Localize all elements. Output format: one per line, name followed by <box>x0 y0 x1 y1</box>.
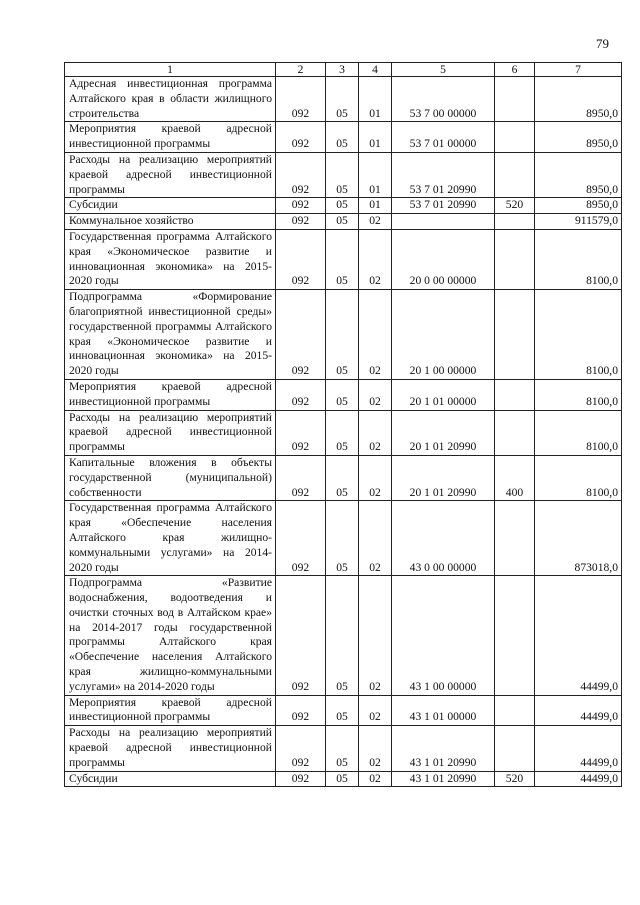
row-amount: 8950,0 <box>535 77 622 122</box>
row-ministry-code: 092 <box>276 214 326 230</box>
row-section-code: 05 <box>326 576 359 695</box>
row-section-code: 05 <box>326 152 359 197</box>
row-amount: 911579,0 <box>535 214 622 230</box>
row-subsection-code: 02 <box>359 726 392 771</box>
row-target-article-code: 53 7 01 20990 <box>392 198 495 214</box>
row-section-code: 05 <box>326 77 359 122</box>
row-name: Расходы на реализацию мероприятий краевой адресной инвестиционной программы <box>65 152 276 197</box>
row-target-article-code: 43 0 00 00000 <box>392 501 495 576</box>
row-expense-type-code <box>495 214 535 230</box>
row-amount: 44499,0 <box>535 695 622 726</box>
row-expense-type-code <box>495 229 535 289</box>
row-expense-type-code <box>495 501 535 576</box>
row-target-article-code: 43 1 01 20990 <box>392 771 495 787</box>
row-section-code: 05 <box>326 410 359 455</box>
header-col-6: 6 <box>495 63 535 77</box>
row-target-article-code: 43 1 01 20990 <box>392 726 495 771</box>
table-row <box>65 198 622 214</box>
row-name: Государственная программа Алтайского края «Экономическое развитие и инновационная экономика» на 2015-2020 годы <box>65 229 276 289</box>
row-subsection-code: 02 <box>359 576 392 695</box>
row-expense-type-code <box>495 77 535 122</box>
row-ministry-code: 092 <box>276 152 326 197</box>
row-section-code: 05 <box>326 771 359 787</box>
page-number: 79 <box>596 36 609 51</box>
row-target-article-code: 43 1 00 00000 <box>392 576 495 695</box>
row-target-article-code: 20 1 01 00000 <box>392 379 495 410</box>
row-target-article-code: 20 1 00 00000 <box>392 290 495 380</box>
row-name: Субсидии <box>65 198 276 214</box>
row-target-article-code: 20 1 01 20990 <box>392 455 495 500</box>
row-expense-type-code: 400 <box>495 455 535 500</box>
row-expense-type-code <box>495 290 535 380</box>
row-ministry-code: 092 <box>276 229 326 289</box>
row-amount: 8950,0 <box>535 198 622 214</box>
row-section-code: 05 <box>326 379 359 410</box>
row-expense-type-code <box>495 695 535 726</box>
row-ministry-code: 092 <box>276 501 326 576</box>
table-row <box>65 771 622 787</box>
row-ministry-code: 092 <box>276 726 326 771</box>
row-subsection-code: 01 <box>359 77 392 122</box>
row-section-code: 05 <box>326 214 359 230</box>
row-target-article-code: 53 7 01 20990 <box>392 152 495 197</box>
row-subsection-code: 02 <box>359 379 392 410</box>
budget-table <box>64 62 622 787</box>
row-target-article-code <box>392 214 495 230</box>
row-expense-type-code <box>495 410 535 455</box>
row-amount: 8100,0 <box>535 455 622 500</box>
header-row <box>65 63 622 77</box>
table-row <box>65 122 622 153</box>
row-amount: 8100,0 <box>535 229 622 289</box>
row-subsection-code: 01 <box>359 152 392 197</box>
row-amount: 44499,0 <box>535 726 622 771</box>
row-amount: 8100,0 <box>535 290 622 380</box>
row-name: Субсидии <box>65 771 276 787</box>
table-row <box>65 501 622 576</box>
row-amount: 8100,0 <box>535 379 622 410</box>
row-ministry-code: 092 <box>276 576 326 695</box>
row-amount: 8950,0 <box>535 122 622 153</box>
row-name: Мероприятия краевой адресной инвестиционной программы <box>65 122 276 153</box>
header-col-1: 1 <box>65 63 276 77</box>
table-row <box>65 726 622 771</box>
table-row <box>65 77 622 122</box>
row-ministry-code: 092 <box>276 410 326 455</box>
row-amount: 873018,0 <box>535 501 622 576</box>
table-row <box>65 229 622 289</box>
row-expense-type-code: 520 <box>495 198 535 214</box>
row-subsection-code: 02 <box>359 695 392 726</box>
row-section-code: 05 <box>326 290 359 380</box>
row-name: Коммунальное хозяйство <box>65 214 276 230</box>
row-section-code: 05 <box>326 695 359 726</box>
table-row <box>65 455 622 500</box>
row-subsection-code: 02 <box>359 410 392 455</box>
table-row <box>65 695 622 726</box>
row-name: Расходы на реализацию мероприятий краевой адресной инвестиционной программы <box>65 410 276 455</box>
row-name: Расходы на реализацию мероприятий краевой адресной инвестиционной программы <box>65 726 276 771</box>
table-row <box>65 410 622 455</box>
row-expense-type-code <box>495 726 535 771</box>
row-expense-type-code <box>495 379 535 410</box>
row-subsection-code: 02 <box>359 455 392 500</box>
header-col-4: 4 <box>359 63 392 77</box>
row-amount: 44499,0 <box>535 771 622 787</box>
header-col-7: 7 <box>535 63 622 77</box>
row-target-article-code: 53 7 00 00000 <box>392 77 495 122</box>
row-section-code: 05 <box>326 455 359 500</box>
row-amount: 44499,0 <box>535 576 622 695</box>
header-col-3: 3 <box>326 63 359 77</box>
row-target-article-code: 43 1 01 00000 <box>392 695 495 726</box>
row-expense-type-code <box>495 576 535 695</box>
row-ministry-code: 092 <box>276 122 326 153</box>
row-section-code: 05 <box>326 229 359 289</box>
row-expense-type-code <box>495 152 535 197</box>
row-name: Мероприятия краевой адресной инвестиционной программы <box>65 695 276 726</box>
row-subsection-code: 02 <box>359 214 392 230</box>
row-expense-type-code: 520 <box>495 771 535 787</box>
row-name: Адресная инвестиционная программа Алтайского края в области жилищного строительства <box>65 77 276 122</box>
row-subsection-code: 02 <box>359 290 392 380</box>
table-row <box>65 576 622 695</box>
row-subsection-code: 02 <box>359 501 392 576</box>
row-ministry-code: 092 <box>276 77 326 122</box>
row-ministry-code: 092 <box>276 198 326 214</box>
row-name: Мероприятия краевой адресной инвестиционной программы <box>65 379 276 410</box>
row-name: Капитальные вложения в объекты государственной (муниципальной) собственности <box>65 455 276 500</box>
row-section-code: 05 <box>326 501 359 576</box>
row-target-article-code: 20 1 01 20990 <box>392 410 495 455</box>
row-name: Подпрограмма «Развитие водоснабжения, водоотведения и очистки сточных вод в Алтайском крае» на 2014-2017 годы государственной программы Алтайского края «Обеспечение населения Алтайского края жилищно-коммунальными услугами» на 2014-2020 годы <box>65 576 276 695</box>
row-section-code: 05 <box>326 122 359 153</box>
row-section-code: 05 <box>326 198 359 214</box>
row-target-article-code: 53 7 01 00000 <box>392 122 495 153</box>
row-amount: 8100,0 <box>535 410 622 455</box>
table-row <box>65 379 622 410</box>
row-ministry-code: 092 <box>276 379 326 410</box>
header-col-2: 2 <box>276 63 326 77</box>
header-col-5: 5 <box>392 63 495 77</box>
row-name: Государственная программа Алтайского края «Обеспечение населения Алтайского края жилищно-коммунальными услугами» на 2014-2020 годы <box>65 501 276 576</box>
table-row <box>65 214 622 230</box>
row-ministry-code: 092 <box>276 455 326 500</box>
row-subsection-code: 01 <box>359 122 392 153</box>
row-ministry-code: 092 <box>276 290 326 380</box>
row-subsection-code: 02 <box>359 229 392 289</box>
row-ministry-code: 092 <box>276 771 326 787</box>
row-subsection-code: 01 <box>359 198 392 214</box>
row-target-article-code: 20 0 00 00000 <box>392 229 495 289</box>
row-section-code: 05 <box>326 726 359 771</box>
row-name: Подпрограмма «Формирование благоприятной инвестиционной среды» государственной программы Алтайского края «Экономическое развитие и инновационная экономика» на 2015-2020 годы <box>65 290 276 380</box>
table-row <box>65 152 622 197</box>
row-subsection-code: 02 <box>359 771 392 787</box>
row-amount: 8950,0 <box>535 152 622 197</box>
row-expense-type-code <box>495 122 535 153</box>
row-ministry-code: 092 <box>276 695 326 726</box>
table-row <box>65 290 622 380</box>
